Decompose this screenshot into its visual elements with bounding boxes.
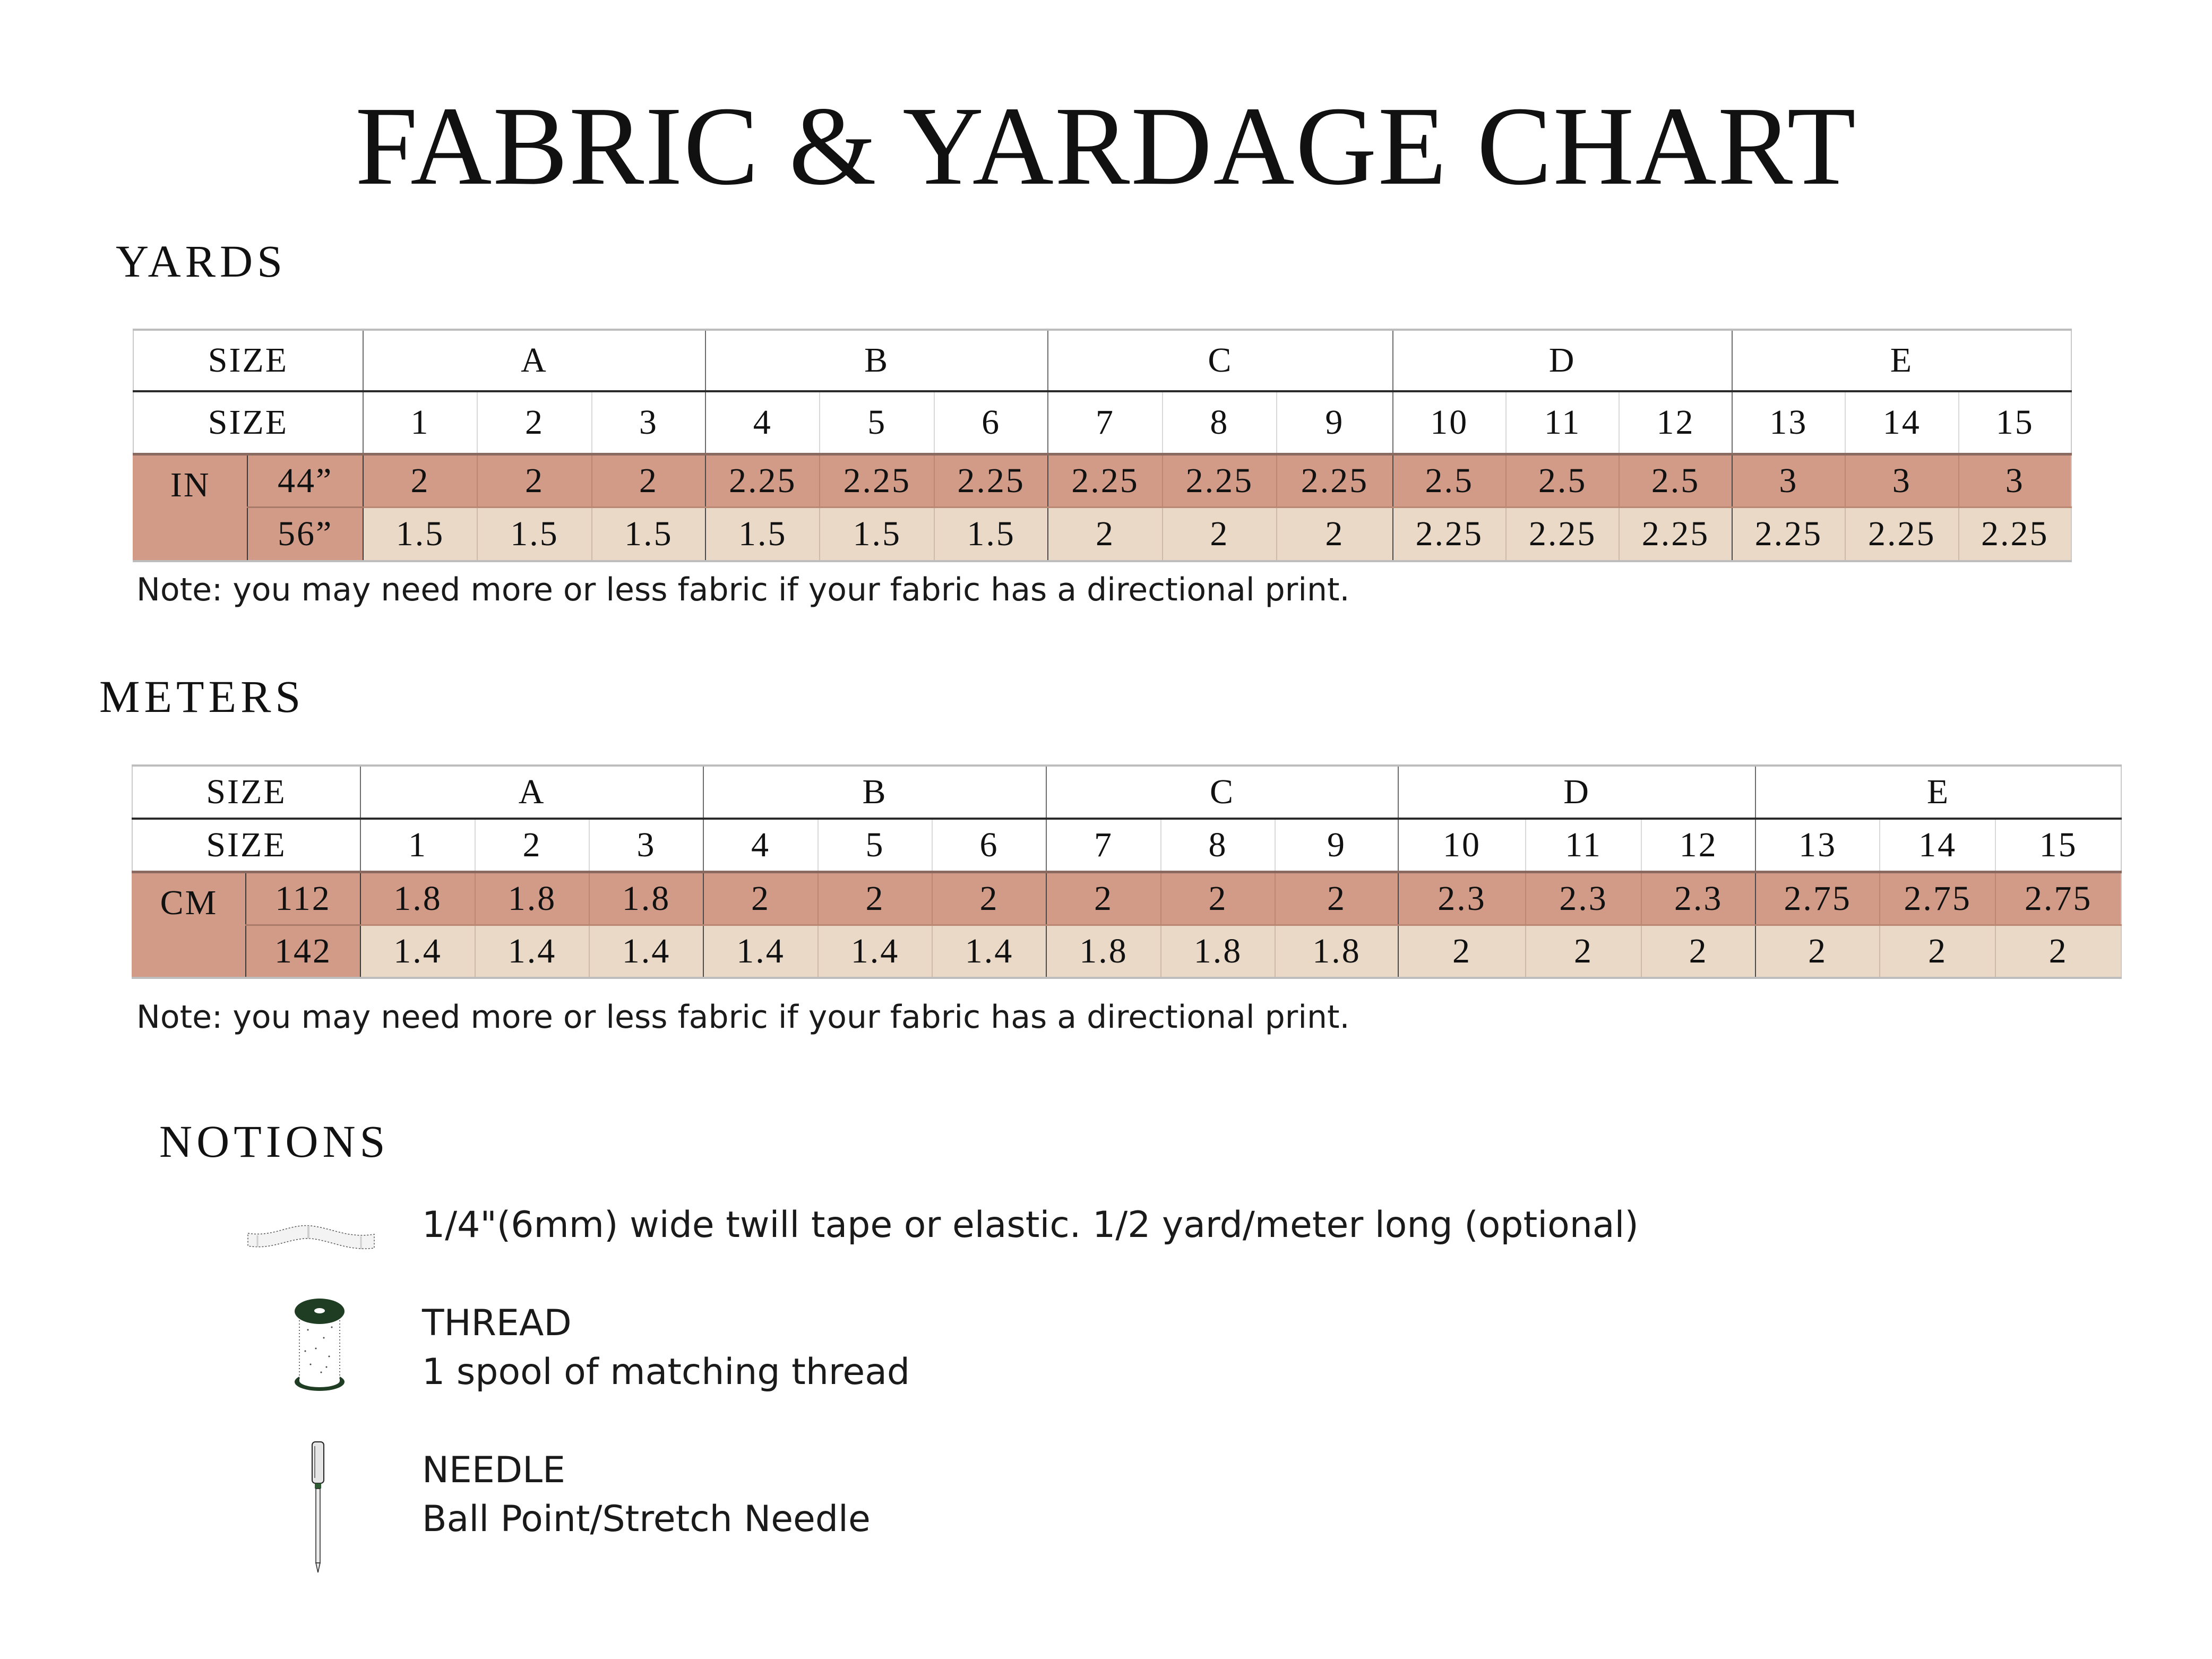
value-cell: 2 bbox=[1880, 925, 1995, 978]
notion-title: NEEDLE bbox=[422, 1449, 566, 1491]
yards-heading: YARDS bbox=[116, 236, 287, 287]
size-cell: 5 bbox=[818, 819, 932, 872]
value-cell: 2 bbox=[1995, 925, 2121, 978]
size-cell: 1 bbox=[363, 391, 477, 454]
value-cell: 1.5 bbox=[820, 507, 934, 561]
group-b: B bbox=[703, 766, 1046, 819]
notion-description: 1/4"(6mm) wide twill tape or elastic. 1/2 yard/meter long (optional) bbox=[422, 1204, 1639, 1246]
notion-needle bbox=[422, 1446, 871, 1544]
notion-description: 1 spool of matching thread bbox=[422, 1351, 910, 1393]
value-cell: 3 bbox=[1732, 454, 1845, 507]
value-cell: 1.4 bbox=[360, 925, 475, 978]
size-cell: 7 bbox=[1046, 819, 1161, 872]
fabric-width: 44” bbox=[247, 454, 363, 507]
size-cell: 14 bbox=[1880, 819, 1995, 872]
value-cell: 2.25 bbox=[1393, 507, 1506, 561]
twill-tape-icon bbox=[247, 1224, 377, 1256]
table-row bbox=[133, 454, 2071, 507]
size-cell: 4 bbox=[703, 819, 818, 872]
size-cell: 3 bbox=[592, 391, 705, 454]
value-cell: 2 bbox=[1046, 872, 1161, 925]
size-header-row bbox=[133, 391, 2071, 454]
size-cell: 1 bbox=[360, 819, 475, 872]
value-cell: 2.25 bbox=[1845, 507, 1958, 561]
value-cell: 3 bbox=[1959, 454, 2072, 507]
value-cell: 2 bbox=[1275, 872, 1398, 925]
value-cell: 2.75 bbox=[1880, 872, 1995, 925]
size-header-row bbox=[132, 819, 2121, 872]
value-cell: 2 bbox=[477, 454, 591, 507]
value-cell: 2.25 bbox=[1732, 507, 1845, 561]
value-cell: 2.25 bbox=[1619, 507, 1732, 561]
value-cell: 1.4 bbox=[932, 925, 1046, 978]
size-label: SIZE bbox=[133, 391, 363, 454]
group-header-row bbox=[133, 330, 2071, 391]
value-cell: 2 bbox=[1526, 925, 1641, 978]
size-cell: 12 bbox=[1641, 819, 1755, 872]
group-a: A bbox=[363, 330, 705, 391]
page-title: FABRIC & YARDAGE CHART bbox=[355, 83, 1857, 208]
table-row bbox=[132, 872, 2121, 925]
fabric-width: 142 bbox=[246, 925, 360, 978]
size-cell: 15 bbox=[1995, 819, 2121, 872]
size-cell: 7 bbox=[1048, 391, 1162, 454]
value-cell: 1.4 bbox=[589, 925, 703, 978]
value-cell: 2 bbox=[818, 872, 932, 925]
meters-table bbox=[132, 764, 2122, 979]
value-cell: 2.25 bbox=[934, 454, 1048, 507]
value-cell: 2 bbox=[703, 872, 818, 925]
notion-title: THREAD bbox=[422, 1302, 572, 1344]
size-label: SIZE bbox=[132, 819, 360, 872]
value-cell: 2.25 bbox=[1163, 454, 1277, 507]
unit-label: IN bbox=[133, 454, 247, 561]
size-cell: 4 bbox=[705, 391, 820, 454]
value-cell: 2 bbox=[1048, 507, 1162, 561]
group-b: B bbox=[705, 330, 1048, 391]
size-cell: 2 bbox=[475, 819, 589, 872]
notion-thread bbox=[422, 1299, 910, 1397]
table-row bbox=[133, 507, 2071, 561]
size-cell: 3 bbox=[589, 819, 703, 872]
size-cell: 10 bbox=[1393, 391, 1506, 454]
meters-note: Note: you may need more or less fabric if your fabric has a directional print. bbox=[136, 999, 1350, 1036]
size-cell: 9 bbox=[1277, 391, 1392, 454]
yards-table bbox=[133, 329, 2072, 562]
value-cell: 2.25 bbox=[705, 454, 820, 507]
value-cell: 2.5 bbox=[1506, 454, 1619, 507]
group-header-row bbox=[132, 766, 2121, 819]
value-cell: 1.8 bbox=[475, 872, 589, 925]
group-c: C bbox=[1046, 766, 1398, 819]
notion-description: Ball Point/Stretch Needle bbox=[422, 1498, 871, 1540]
size-cell: 2 bbox=[477, 391, 591, 454]
value-cell: 1.5 bbox=[592, 507, 705, 561]
size-cell: 14 bbox=[1845, 391, 1958, 454]
size-cell: 8 bbox=[1161, 819, 1275, 872]
value-cell: 1.5 bbox=[934, 507, 1048, 561]
value-cell: 1.5 bbox=[363, 507, 477, 561]
fabric-width: 56” bbox=[247, 507, 363, 561]
group-e: E bbox=[1755, 766, 2121, 819]
group-a: A bbox=[360, 766, 703, 819]
meters-heading: METERS bbox=[99, 671, 305, 722]
value-cell: 2.3 bbox=[1398, 872, 1526, 925]
value-cell: 2.75 bbox=[1995, 872, 2121, 925]
size-cell: 11 bbox=[1506, 391, 1619, 454]
group-e: E bbox=[1732, 330, 2071, 391]
value-cell: 1.4 bbox=[703, 925, 818, 978]
value-cell: 2 bbox=[1163, 507, 1277, 561]
value-cell: 2 bbox=[1277, 507, 1392, 561]
size-cell: 5 bbox=[820, 391, 934, 454]
value-cell: 2.25 bbox=[1506, 507, 1619, 561]
value-cell: 1.4 bbox=[475, 925, 589, 978]
value-cell: 2 bbox=[592, 454, 705, 507]
value-cell: 1.8 bbox=[1046, 925, 1161, 978]
value-cell: 2.3 bbox=[1641, 872, 1755, 925]
thread-spool-icon bbox=[292, 1298, 350, 1394]
size-cell: 13 bbox=[1732, 391, 1845, 454]
unit-label: CM bbox=[132, 872, 246, 978]
table-row bbox=[132, 925, 2121, 978]
value-cell: 2.75 bbox=[1755, 872, 1880, 925]
value-cell: 3 bbox=[1845, 454, 1958, 507]
value-cell: 2 bbox=[932, 872, 1046, 925]
size-cell: 13 bbox=[1755, 819, 1880, 872]
value-cell: 1.5 bbox=[705, 507, 820, 561]
value-cell: 2.3 bbox=[1526, 872, 1641, 925]
size-cell: 15 bbox=[1959, 391, 2072, 454]
value-cell: 2.25 bbox=[1048, 454, 1162, 507]
value-cell: 2.25 bbox=[1277, 454, 1392, 507]
size-cell: 10 bbox=[1398, 819, 1526, 872]
value-cell: 1.8 bbox=[589, 872, 703, 925]
size-cell: 6 bbox=[932, 819, 1046, 872]
fabric-width: 112 bbox=[246, 872, 360, 925]
size-cell: 11 bbox=[1526, 819, 1641, 872]
size-label: SIZE bbox=[132, 766, 360, 819]
group-d: D bbox=[1393, 330, 1732, 391]
group-c: C bbox=[1048, 330, 1392, 391]
value-cell: 2 bbox=[1641, 925, 1755, 978]
value-cell: 1.4 bbox=[818, 925, 932, 978]
value-cell: 1.8 bbox=[1161, 925, 1275, 978]
value-cell: 1.5 bbox=[477, 507, 591, 561]
value-cell: 2.25 bbox=[1959, 507, 2072, 561]
size-cell: 6 bbox=[934, 391, 1048, 454]
yards-note: Note: you may need more or less fabric if your fabric has a directional print. bbox=[136, 571, 1350, 608]
size-label: SIZE bbox=[133, 330, 363, 391]
value-cell: 1.8 bbox=[360, 872, 475, 925]
value-cell: 2 bbox=[363, 454, 477, 507]
value-cell: 2.5 bbox=[1619, 454, 1732, 507]
value-cell: 2 bbox=[1161, 872, 1275, 925]
size-cell: 12 bbox=[1619, 391, 1732, 454]
value-cell: 2.5 bbox=[1393, 454, 1506, 507]
value-cell: 2.25 bbox=[820, 454, 934, 507]
notions-heading: NOTIONS bbox=[159, 1116, 390, 1167]
value-cell: 1.8 bbox=[1275, 925, 1398, 978]
group-d: D bbox=[1398, 766, 1755, 819]
value-cell: 2 bbox=[1398, 925, 1526, 978]
size-cell: 8 bbox=[1163, 391, 1277, 454]
needle-icon bbox=[308, 1439, 329, 1577]
notion-twill-tape bbox=[422, 1201, 1639, 1250]
size-cell: 9 bbox=[1275, 819, 1398, 872]
value-cell: 2 bbox=[1755, 925, 1880, 978]
